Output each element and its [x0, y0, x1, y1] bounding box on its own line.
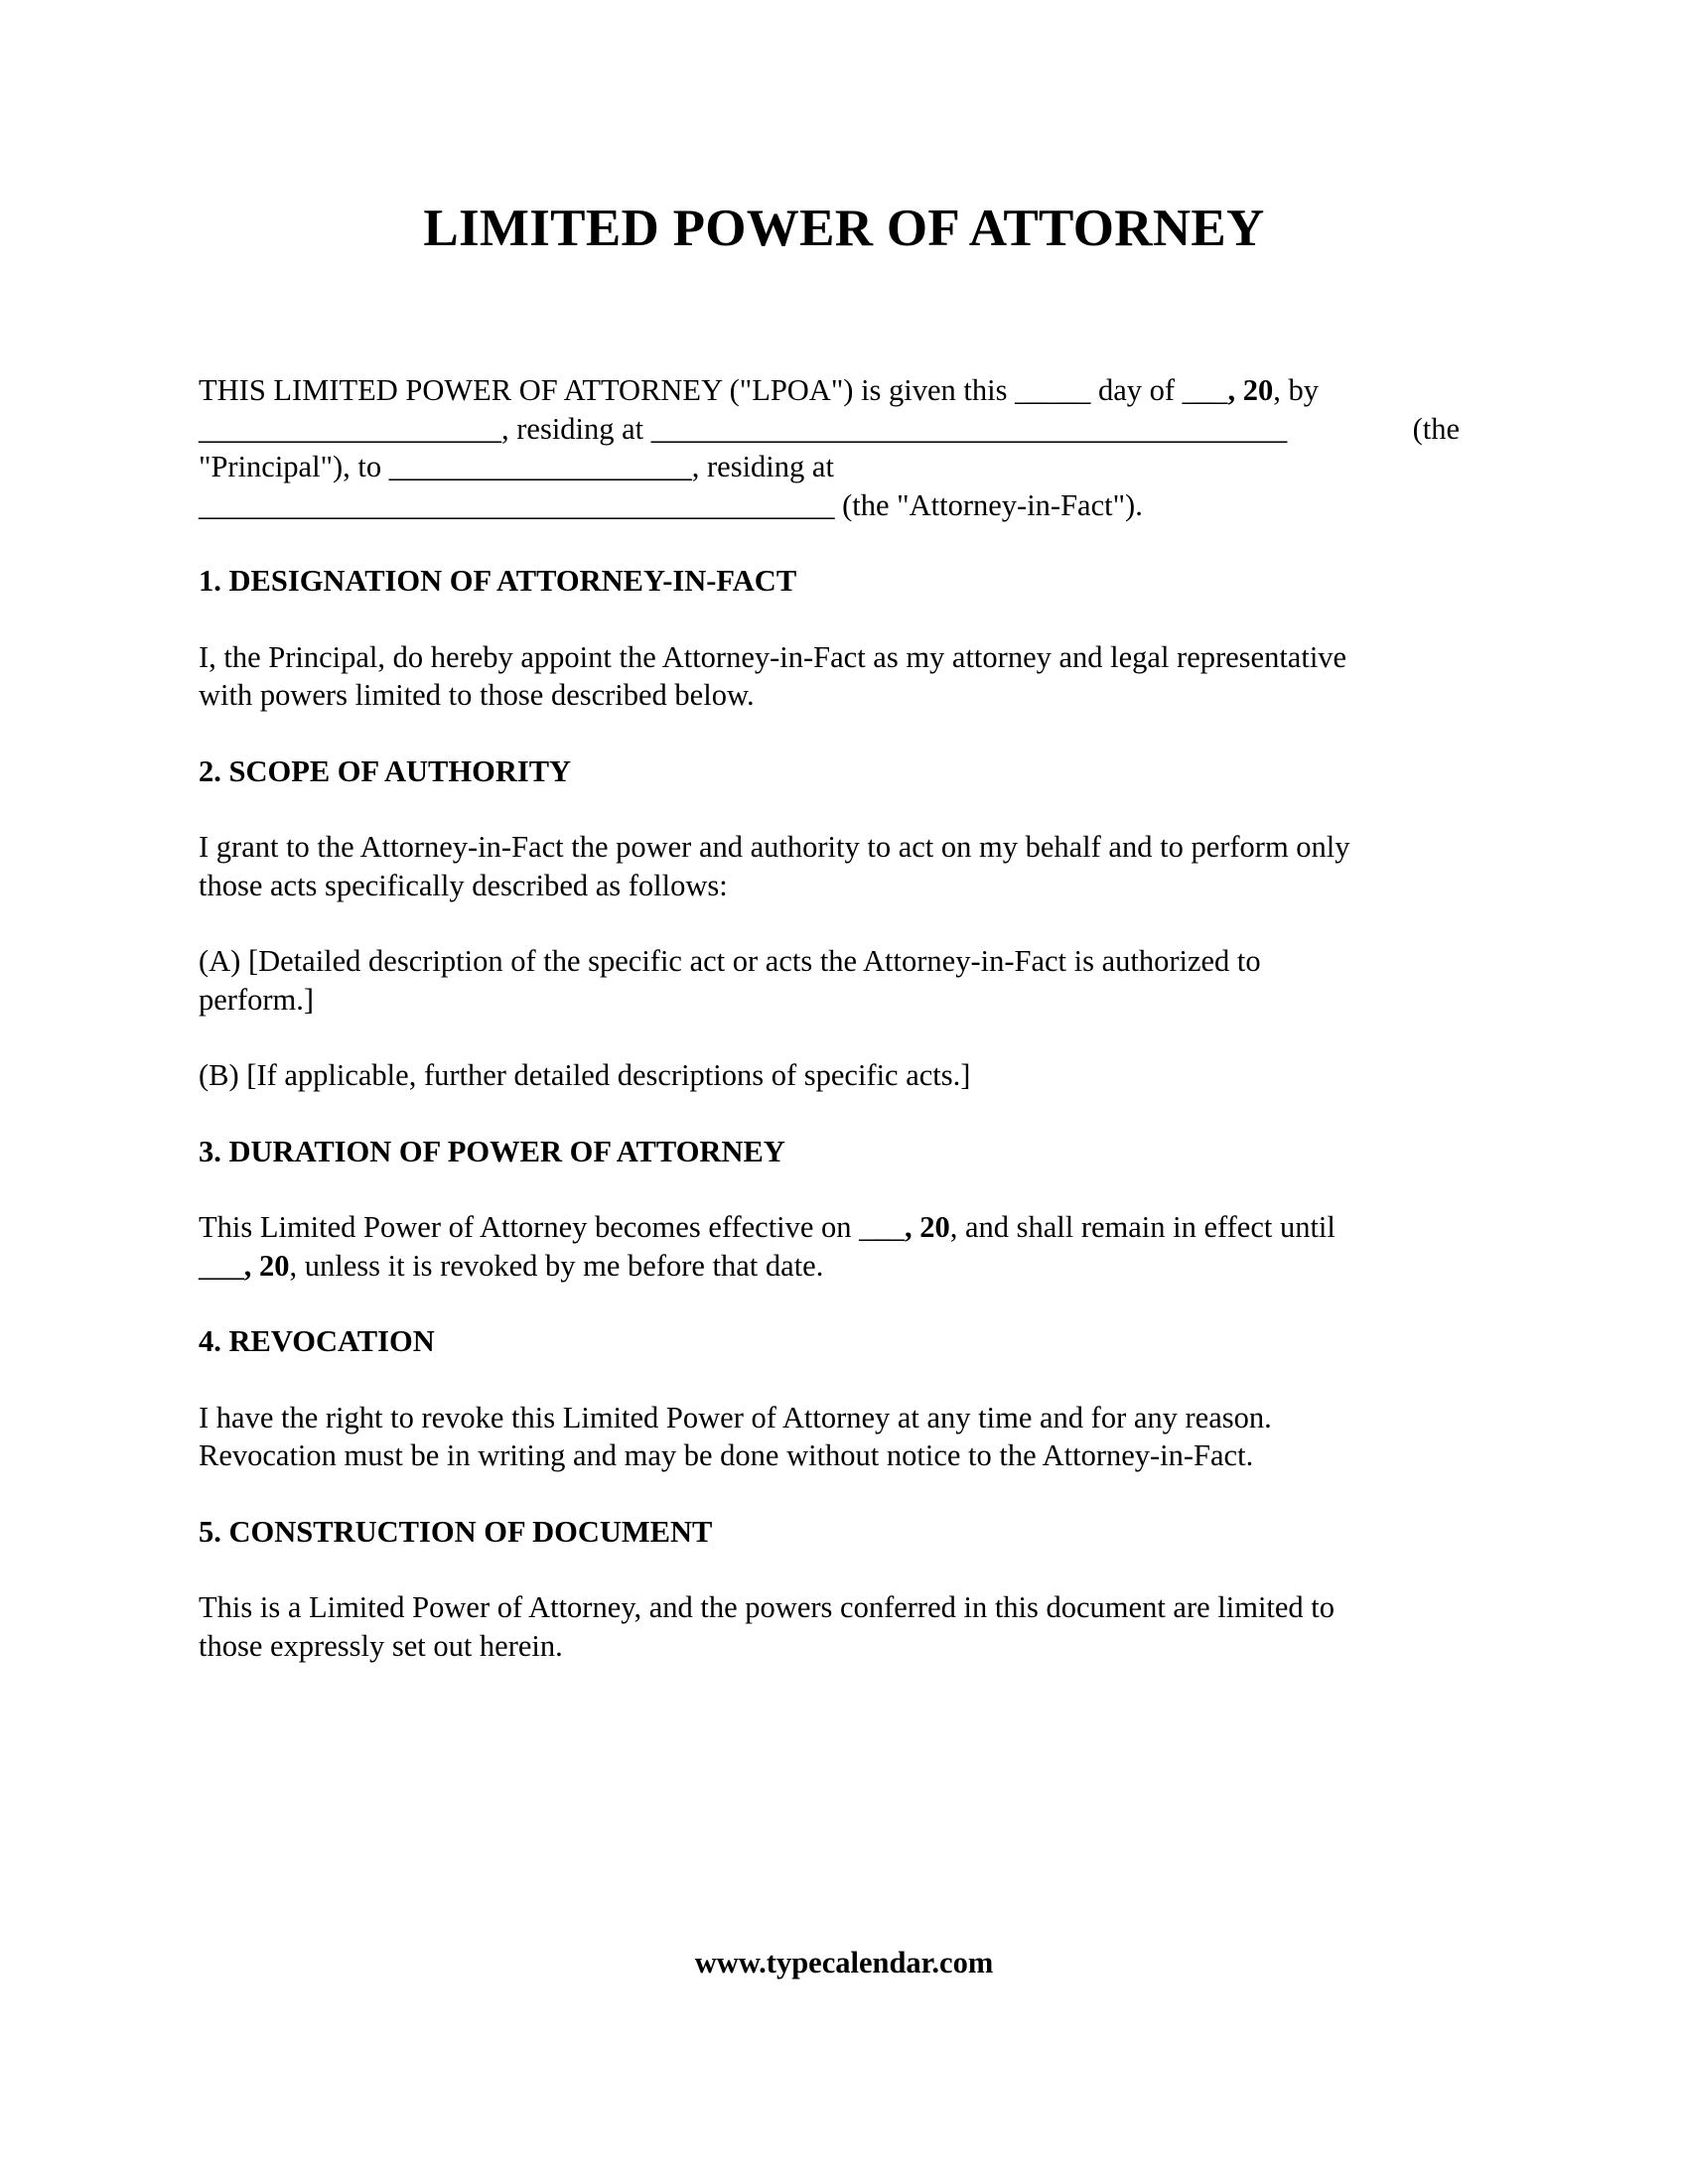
- section-3-heading: 3. DURATION OF POWER OF ATTORNEY: [199, 1134, 785, 1168]
- section-2-heading: 2. SCOPE OF AUTHORITY: [199, 753, 572, 788]
- section-3-line-2: ___, 20, unless it is revoked by me before that date.: [199, 1248, 824, 1283]
- intro-paragraph: [199, 371, 1460, 524]
- section-5-paragraph: This is a Limited Power of Attorney, and the powers conferred in this document are limited to those expressly set out herein.: [199, 1590, 1336, 1663]
- section-3-line-1: This Limited Power of Attorney becomes effective on ___, 20, and shall remain in effect until: [199, 1210, 1336, 1244]
- intro-line-3: "Principal"), to ____________________, residing at: [199, 450, 834, 483]
- section-2-item-a: (A) [Detailed description of the specific act or acts the Attorney-in-Fact is authorized to perform.]: [199, 944, 1261, 1017]
- section-5-heading: 5. CONSTRUCTION OF DOCUMENT: [199, 1514, 713, 1549]
- document-body: [199, 371, 1460, 1703]
- document-title: LIMITED POWER OF ATTORNEY: [423, 200, 1265, 257]
- footer-website: www.typecalendar.com: [694, 1946, 994, 1979]
- section-4-paragraph: I have the right to revoke this Limited Power of Attorney at any time and for any reason. Revocation must be in writing and may be done without notice to the Attorney-in-Fact.: [199, 1400, 1272, 1472]
- section-3-paragraph: [199, 1208, 1460, 1285]
- section-2-paragraph: I grant to the Attorney-in-Fact the power and authority to act on my behalf and to perform only those acts specifically described as follows:: [199, 830, 1350, 902]
- section-1-paragraph: I, the Principal, do hereby appoint the Attorney-in-Fact as my attorney and legal representative with powers limited to those described below.: [199, 639, 1347, 712]
- intro-line-4: __________________________________________ (the "Attorney-in-Fact").: [199, 487, 1143, 522]
- section-4-heading: 4. REVOCATION: [199, 1324, 435, 1358]
- section-2-item-b: (B) [If applicable, further detailed descriptions of specific acts.]: [199, 1058, 971, 1092]
- intro-line-2: ____________________, residing at __________________________________________ (the: [199, 411, 1460, 446]
- intro-line-1: [199, 371, 1460, 410]
- section-1-heading: 1. DESIGNATION OF ATTORNEY-IN-FACT: [199, 564, 797, 598]
- intro-line-1-text: THIS LIMITED POWER OF ATTORNEY ("LPOA") is given this _____ day of ___, 20, by: [199, 373, 1319, 407]
